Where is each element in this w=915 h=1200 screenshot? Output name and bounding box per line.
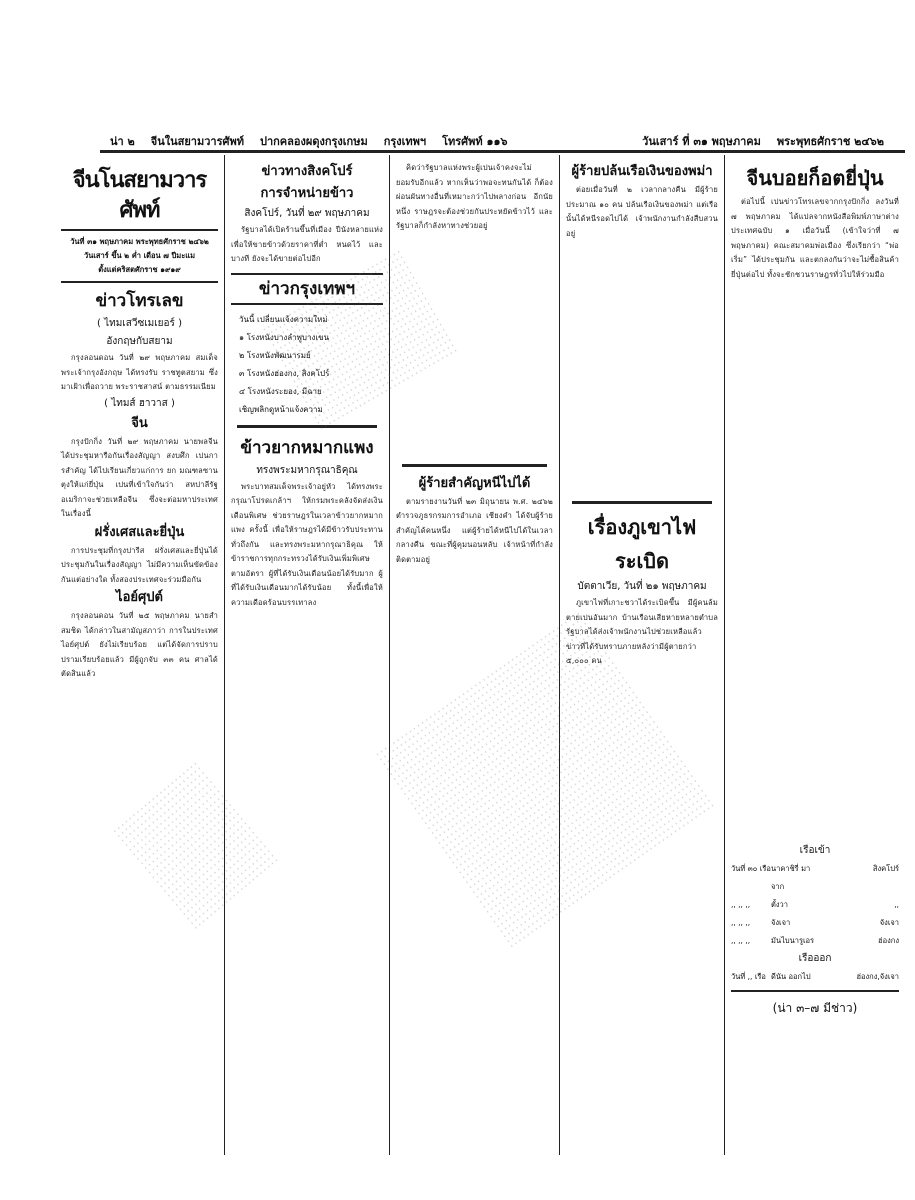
section-title: ไอย์ศุปต์	[116, 590, 163, 605]
section-title: จีน	[131, 415, 148, 431]
section-title: ข่าวทางสิงคโปร์	[261, 164, 353, 179]
article-text: ต่อยเมื่อวันที่ ๒ เวลากลางคืน มีผู้ร้ายประมาณ ๑๐ คน ปล้นเรือเงินของพม่า แต่เรือนั้นได้หนีรอดไปได้ เจ้าพนักงานกำลังสืบสวนอยู่	[566, 185, 718, 238]
section-title: ฝรั่งเศสและยี่ปุ่น	[94, 524, 185, 540]
section-subtitle: ทรงพระมหากรุณาธิคุณ	[256, 464, 358, 476]
section-title: เรื่องภูเขาไฟระเบิด	[587, 515, 697, 573]
article-text: กรุงปักกิ่ง วันที่ ๒๙ พฤษภาคม นายพลจีน ได้ประชุมหารือกันเรื่องสัญญา สงบศึก เปนการสำคัญ ได้ไปเรียนเกี่ยวแก่การ ยก มณฑลซานตุงให้แก่ยี่ปุ่น เปนที่เข้าใจกันว่า สหปาลีรัฐอเมริกาจะช่วยเหลือจีน ซึ่งจะต่อมหาประเทศ ในเรื่องนี้	[61, 436, 218, 518]
article-text: ภูเขาไฟที่เกาะชวาได้ระเบิดขึ้น มีผู้คนล้มตายเปนอันมาก บ้านเรือนเสียหายหลายตำบล รัฐบาลได้ส่งเจ้าพนักงานไปช่วยเหลือแล้ว ข่าวที่ได้รับทราบภายหลังว่ามีผู้ตายกว่า ๕,๐๐๐ คน	[566, 598, 718, 665]
schedule-row: วันที่ ,, เรือ ดีนัน ออกไป ฮ่องกง,จังเจา	[731, 972, 899, 981]
article-text: กรุงลอนดอน วันที่ ๒๙ พฤษภาคม สมเด็จพระเจ้ากรุงอังกฤษ ได้ทรงรับ ราชทูตสยาม ซึ่งมาเฝ้าเพื่อถวาย พระราชสาสน์ ตามธรรมเนียม	[61, 353, 218, 391]
headline-telegram: ข่าวโทรเลข	[95, 291, 184, 311]
section-title: ข้าวยากหมากแพง	[240, 437, 374, 458]
column-1	[55, 155, 225, 1155]
article-text: ต่อไปนี้ เปนข่าวโทรเลขจากกรุงปักกิ่ง ลงวันที่ ๗ พฤษภาคม ได้แปลจากหนังสือพิมพ์ภาษาต่างประเทศฉบับ ๑ เมื่อวันนี้ (เข้าใจว่าที่ ๗ พฤษภาคม) คณะสมาคมพ่อเมือง ซึ่งเรียกว่า “พ่อเริ่ม” ได้ประชุมกัน และตกลงกันว่าจะไม่ซื้อสินค้ายี่ปุ่นต่อไป ทั้งจะชักชวนราษฎรทั่วไปให้ร่วมมือ	[731, 197, 899, 279]
issue-line: วันที่ ๓๑ พฤษภาคม พระพุทธศักราช ๒๔๖๒	[70, 237, 209, 246]
divider	[61, 281, 218, 283]
article-text: พระบาทสมเด็จพระเจ้าอยู่หัว ได้ทรงพระกรุณาโปรดเกล้าฯ ให้กรมพระคลังจัดส่งเงินเดือนพิเศษ ช่วยราษฎรในเวลาข้าวยากหมากแพง ครั้งนี้ เพื่อให้ราษฎรได้มีข้าวรับประทาน ทั่วถึงกัน และทรงพระมหากรุณาธิคุณ ให้ข้าราชการทุกกระทรวงได้รับเงินเพิ่มพิเศษตามอัตรา ผู้ที่ได้รับเงินเดือนน้อยได้รับมาก ผู้ที่ได้รับเงินเดือนมากได้รับน้อย ทั้งนี้เพื่อให้ความเดือดร้อนบรรเทาลง	[231, 481, 383, 607]
buddhist-era: พระพุทธศักราช ๒๔๖๒	[776, 135, 884, 148]
list-item: ๓ โรงหนังฮ่องกง, สิงคโปร์	[239, 368, 330, 378]
ships-out-title: เรือออก	[798, 953, 832, 964]
divider	[402, 464, 547, 467]
article-text: ตามรายงานวันที่ ๒๓ มิถุนายน พ.ศ. ๒๔๖๒ ตำรวจภูธรกรมการอำเภอ เชียงคำ ได้จับผู้ร้ายสำคัญได้คนหนึ่ง แต่ผู้ร้ายได้หนีไปได้ในเวลากลางคืน ขณะที่ผู้คุมนอนหลับ เจ้าหน้าที่กำลังติดตามอยู่	[396, 496, 553, 564]
schedule-row: ,, ,, ,, ตั้งวา ,,	[731, 900, 899, 909]
divider	[572, 501, 712, 504]
intro-line: วันนี้ เปลี่ยนแจ้งความใหม่	[239, 314, 328, 324]
ships-in-title: เรือเข้า	[799, 845, 831, 856]
section-title: ข่าวกรุงเทพฯ	[258, 278, 356, 299]
divider	[237, 425, 377, 428]
article-text: การประชุมที่กรุงปารีส ฝรั่งเศสและยี่ปุ่นได้ประชุมกันในเรื่องสัญญา ไม่มีความเห็นขัดข้องกันแต่อย่างใด ทั้งสองประเทศจะร่วมมือกัน	[61, 545, 218, 584]
issue-line: วันเสาร์ ขึ้น ๒ ค่ำ เดือน ๗ ปีมะแม	[83, 251, 196, 260]
header-rule	[100, 150, 905, 153]
dateline: บัตตาเวีย, วันที่ ๒๑ พฤษภาคม	[577, 581, 707, 592]
divider	[731, 990, 899, 992]
list-item: ๑ โรงหนังบางลำพูบางเขน	[239, 332, 330, 342]
paper-name: จีนในสยามวารศัพท์	[150, 135, 244, 148]
phone: โทรศัพท์ ๑๑๖	[442, 135, 508, 148]
dateline: สิงคโปร์, วันที่ ๒๙ พฤษภาคม	[244, 208, 370, 219]
schedule-row: ,, ,, ,, จังเจา จังเจา	[731, 918, 899, 927]
column-3	[390, 155, 560, 1155]
continued-note: (น่า ๓–๗ มีช่าว)	[772, 1001, 858, 1015]
list-item: ๔ โรงหนังระยอง, มีฉาย	[239, 386, 322, 396]
column-4	[560, 155, 725, 1155]
column-5	[725, 155, 905, 1155]
masthead: จีนโนสยามวารศัพท์	[72, 167, 207, 223]
section-title: ผู้ร้ายปล้นเรือเงินของพม่า	[571, 164, 713, 179]
article-text: รัฐบาลได้เปิดร้านขึ้นที่เมือง ปีนังหลายแห่ง เพื่อให้ขายข้าวด้วยราคาที่ต่ำ หนดไว้ และบางที ยังจะได้ขายต่อไปอีก	[231, 225, 383, 263]
article-text: คิดว่ารัฐบาลแห่งพระผู้เปนเจ้าคงจะไม่ยอมรับอีกแล้ว หากเห็นว่าพอจะทนกันได้ ก็ต้องผ่อนผันทางอื่นที่เหมาะกว่าไปพลางก่อน อีกนัยหนึ่ง ราษฎรจะต้องช่วยกันประหยัดข้าวไว้ และรัฐบาลก็กำลังหาทางช่วยอยู่	[396, 163, 553, 230]
section-title: ผู้ร้ายสำคัญหนีไปได้	[418, 475, 531, 491]
schedule-header: วันที่ ๓๐ เรือ นาคาชิรี่ มาจาก สิงคโปร์	[731, 864, 899, 891]
article-text: กรุงลอนดอน วันที่ ๒๕ พฤษภาคม นายสำสมชิด ได้กล่าวในสามัญสภาว่า การในประเทศไอย์ศุปต์ ยังไม่เรียบร้อย แต่ได้จัดการปราบปรามเรียบร้อยแล้ว มีผู้ถูกจับ ๓๓ คน ศาลได้ตัดสินแล้ว	[61, 611, 218, 678]
newspaper-columns	[55, 155, 905, 1155]
section-title: จีนบอยก็อตยี่ปุ่น	[746, 166, 884, 190]
footer-line: เชิญพลิกดูหน้าแจ้งความ	[239, 404, 323, 414]
issue-date: วันเสาร์ ที่ ๓๑ พฤษภาคม	[642, 135, 761, 148]
section-subtitle: การจำหน่ายข้าว	[260, 186, 354, 201]
page-header	[110, 130, 900, 152]
page-number: น่า ๒	[110, 135, 135, 148]
schedule-row: ,, ,, ,, มันไบนารูเอร ฮ่องกง	[731, 936, 899, 945]
city: กรุงเทพฯ	[383, 135, 427, 148]
section-title: ( ไทมส์ ฮาวาส )	[104, 397, 175, 409]
divider	[61, 229, 218, 231]
section-title: อังกฤษกับสยาม	[106, 336, 173, 347]
boxed-heading	[231, 273, 383, 305]
column-2	[225, 155, 390, 1155]
tagline: ปากคลองผดุงกรุงเกษม	[259, 135, 368, 148]
list-item: ๒ โรงหนังพัฒนารมย์	[239, 350, 311, 360]
issue-line: ตั้งแต่คริสตศักราช ๑๙๑๙	[98, 265, 181, 274]
telegram-source: ( ไทมเสวีซเมเยอร์ )	[97, 318, 182, 329]
